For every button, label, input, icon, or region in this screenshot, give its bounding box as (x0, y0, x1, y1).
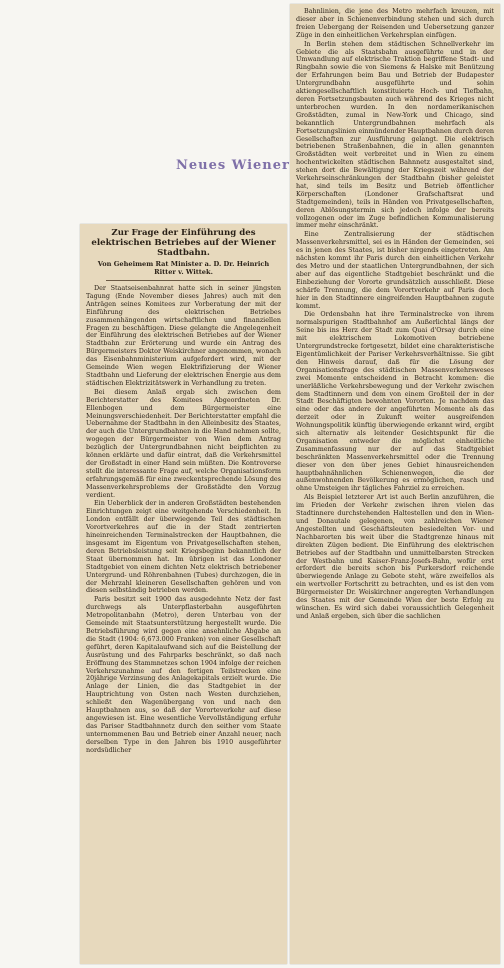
paragraph: Die Ordensbahn hat ihre Terminalstrecke von ihrem normalspurigen Stadtbahnhof am Außerlichtal längs der Seine bis ins Herz der Stadt zum Quai d'Orsay durch eine mit elektrischem Lokomotiven betriebene Untergrundstrecke fortgesetzt, bildet eine charakteristische Eigentümlichkeit der Pariser Verkehrsverhältnisse. Sie gibt den Hinweis darauf, daß für die Lösung der Organisationsfrage des städtischen Massenverkehrsweses zwei Momente entscheidend in Betracht kommen: die unerläßliche Verkehrsbewegung und der Verkehr zwischen dem Stadtinnern und dem von einem Großteil der in der Stadt Beschäftigten bewohnten Vororten. Je nachdem das eine oder das andere der angeführten Momente als das derzeit oder in Zukunft weiter ausgreifenden Wohnungspolitik künftig überwiegende erkannt wird, ergibt sich alternativ als leitender Gesichtspunkt für die Organisation entweder die möglichst einheitliche Zusammenfassung nur der auf das Stadtgebiet beschränkten Massenverkehrsmittel oder die Trennung dieser von den über jenes Gebiet hinausreichenden hauptbahnähnlichen Schienenwegen, die der außenwohnenden Bevölkerung es ermöglichen, rasch und ohne Umsteigen ihr tägliches Fahrziel zu erreichen. (296, 310, 494, 493)
clipping-right-column (290, 4, 500, 964)
paragraph: Eine Zentralisierung der städtischen Massenverkehrsmittel, sei es in Händen der Gemeinden, sei es in jenen des Staates, ist bisher nirgends eingetreten. Am nächsten kommt ihr Paris durch den einheitlichen Verkehr des Metro und der staatlichen Untergrundbahnen, der sich aber auf das eigentliche Stadtgebiet beschränkt und die Einbeziehung der Vororte grundsätzlich ausschließt. Diese schärfe Trennung, die dem Vorortverkehr auf Paris doch hier in den Stadtinnere eingreifenden Hauptbahnen zugute kommt. (296, 230, 494, 310)
paragraph: Bahnlinien, die jene des Metro mehrfach kreuzen, mit dieser aber in Schienenverbindung stehen und sich durch freien Uebergang der Reisenden und Uebersetzung ganzer Züge in den einheitlichen Verkehrsplan einfügen. (296, 7, 494, 39)
article-headline: Zur Frage der Einführung des elektrischen Betriebes auf der Wiener Stadtbahn. (91, 228, 276, 258)
paragraph: Bei diesem Anlaß ergab sich zwischen dem Berichterstatter des Komitees Abgeordneten Dr. Ellenbogen und dem Bürgermeister eine Meinungsverschiedenheit. Der Berichterstatter empfahl die Uebernahme der Stadtbahn in den Alleinbesitz des Staates, der auch die Untergrundbahnen in die Hand nehmen sollte, wogegen der Bürgermeister von Wien dem Antrag bezüglich der Untergrundbahnen nicht beipflichten zu können erklärte und dafür eintrat, daß die Verkehrsmittel der Großstadt in einer Hand sein müßten. Die Kontroverse stellt die interessante Frage auf, welche Organisationsform erfahrungsgemäß für eine zweckentsprechende Lösung des Massenverkehrsproblems der Großstädte den Vorzug verdient. (86, 387, 281, 499)
paragraph: Der Staatseisenbahnrat hatte sich in seiner jüngsten Tagung (Ende November dieses Jahres) auch mit den Anträgen seines Komitees zur Vorberatung der mit der Einführung des elektrischen Betriebes zusammenhängenden wirtschaftlichen und finanziellen Fragen zu beschäftigen. Diese gelangte die Angelegenheit der Einführung des elektrischen Betriebes auf der Wiener Stadtbahn zur Erörterung und wurde ein Antrag des Bürgermeisters Doktor Weiskirchner angenommen, wonach das Eisenbahnministerium aufgefordert wird, mit der Gemeinde Wien wegen Elektrifizierung der Wiener Stadtbahn und Lieferung der elektrischen Energie aus dem städtischen Elektrizitätswerk in Verhandlung zu treten. (86, 284, 281, 387)
paragraph: In Berlin stehen dem städtischen Schnellverkehr im Gebiete die als Staatsbahn ausgeführte und in der Umwandlung auf elektrische Traktion begriffene Stadt- und Ringbahn sowie die von Siemens & Halske mit Benützung der Erfahrungen beim Bau und Betrieb der Budapester Untergrundbahn ausgeführte und sohin aktiengesellschaftlich konstituierte Hoch- und Tiefbahn, deren Fortsetzungsbauten auch während des Krieges nicht unterbrochen wurden. In den nordamerikanischen Großstädten, zumal in New-York und Chicago, sind bekanntlich Untergrundbahnen mehrfach als Fortsetzungslinien einmündender Hauptbahnen durch deren Gesellschaften zur Ausführung gelangt. Die elektrisch betriebenen Straßenbahnen, die in allen genannten Großstädten weit verbreitet und in Wien zu einem hochentwickelten städtischen Bahnnetz ausgestaltet sind, stehen dort die Bewältigung der Kriegszeit während der Verkehrseinschränkungen der Stadtbahn (bisher geleistet hat, sind teils im Besitz und Betrieb öffentlicher Körperschaften (Londoner Grafschaftsrat und Stadtgemeinden), teils in Händen von Privatgesellschaften, deren Ablösungstermin sich jedoch infolge der bereits vollzogenen oder im Zuge befindlichen Kommunalisierung immer mehr einschränkt. (296, 39, 494, 230)
left-column-text (86, 228, 281, 755)
clipping-left-column (80, 224, 287, 964)
divider (106, 280, 261, 281)
paragraph: Paris besitzt seit 1900 das ausgedehnte Netz der fast durchwegs als Unterpflasterbahn ausgeführten Metropolitanbahn (Metro), deren Unterbau von der Gemeinde mit Staatsunterstützung hergestellt wurde. Die Betriebsführung wird gegen eine ansehnliche Abgabe an die Stadt (1904: 6,673.000 Franken) von einer Gesellschaft geführt, deren Kapitalaufwand sich auf die Beistellung der Ausrüstung und des Fahrparks beschränkt, so daß nach Eröffnung des Stammnetzes schon 1904 infolge der reichen Verkehrszunahme auf den fertigen Teilstrecken eine 20jährige Verzinsung des Anlagekapitals erzielt wurde. Die Anlage der Linien, die das Stadtgebiet in der Hauptrichtung von Osten nach Westen durchziehen, schließt den Wagenübergang von und nach den Hauptbahnen aus, so daß der Vororteverkehr auf diese angewiesen ist. Eine wesentliche Vervollständigung erfuhr das Pariser Stadtbahnnetz durch den seither vom Staate unternommenen Bau und Betrieb einer Anzahl neuer, nach derselben Type in den Jahren bis 1910 ausgeführter nordsüdlicher (86, 595, 281, 754)
paragraph: Als Beispiel letzterer Art ist auch Berlin anzuführen, die im Frieden der Verkehr zwischen ihren vielen das Stadtinnere durchstehenden Haltestellen und den in Wien- und Donautale gelegenen, von zahlreichen Wiener Angestellten und Geschäftsleuten besiedelten Vor- und Nachbarorten bis weit über die Stadtgrenze hinaus mit direkten Zügen bedient. Die Einführung des elektrischen Betriebes auf der Stadtbahn und unmittelbarsten Strecken der Westbahn und Kaiser-Franz-Josefs-Bahn, wofür erst erfordert die bereits schon bis Purkersdorf reichende überwiegende Anlage zu Gebote steht, wäre zweifellos als ein wertvoller Fortschritt zu betrachten, und es ist den vom Bürgermeister Dr. Weiskirchner angeregten Verhandlungen des Staates mit der Gemeinde Wien der beste Erfolg zu wünschen. Es wird sich dabei voraussichtlich Gelegenheit und Anlaß ergeben, sich über die sachlichen (296, 493, 494, 620)
newspaper-stamp: Neues Wiener (176, 158, 290, 173)
article-byline: Von Geheimem Rat Minister a. D. Dr. Heinrich Ritter v. Wittek. (97, 260, 270, 276)
right-column-text (296, 8, 494, 622)
paragraph: Ein Ueberblick der in anderen Großstädten bestehenden Einrichtungen zeigt eine weitgehende Verschiedenheit. In London entfällt der überwiegende Teil des städtischen Vorortverkehres auf die in der Stadt zentrierten hineinreichenden Terminalstrecken der Hauptbahnen, die insgesamt im Eigentum von Privatgesellschaften stehen, deren Betriebsleistung seit Kriegsbeginn bekanntlich der Staat übernommen hat. Im übrigen ist das Londoner Stadtgebiet von einem dichten Netz elektrisch betriebener Untergrund- und Röhrenbahnen (Tubes) durchzogen, die in der Mehrzahl kleineren Gesellschaften gehören und von diesen selbständig betrieben werden. (86, 499, 281, 595)
